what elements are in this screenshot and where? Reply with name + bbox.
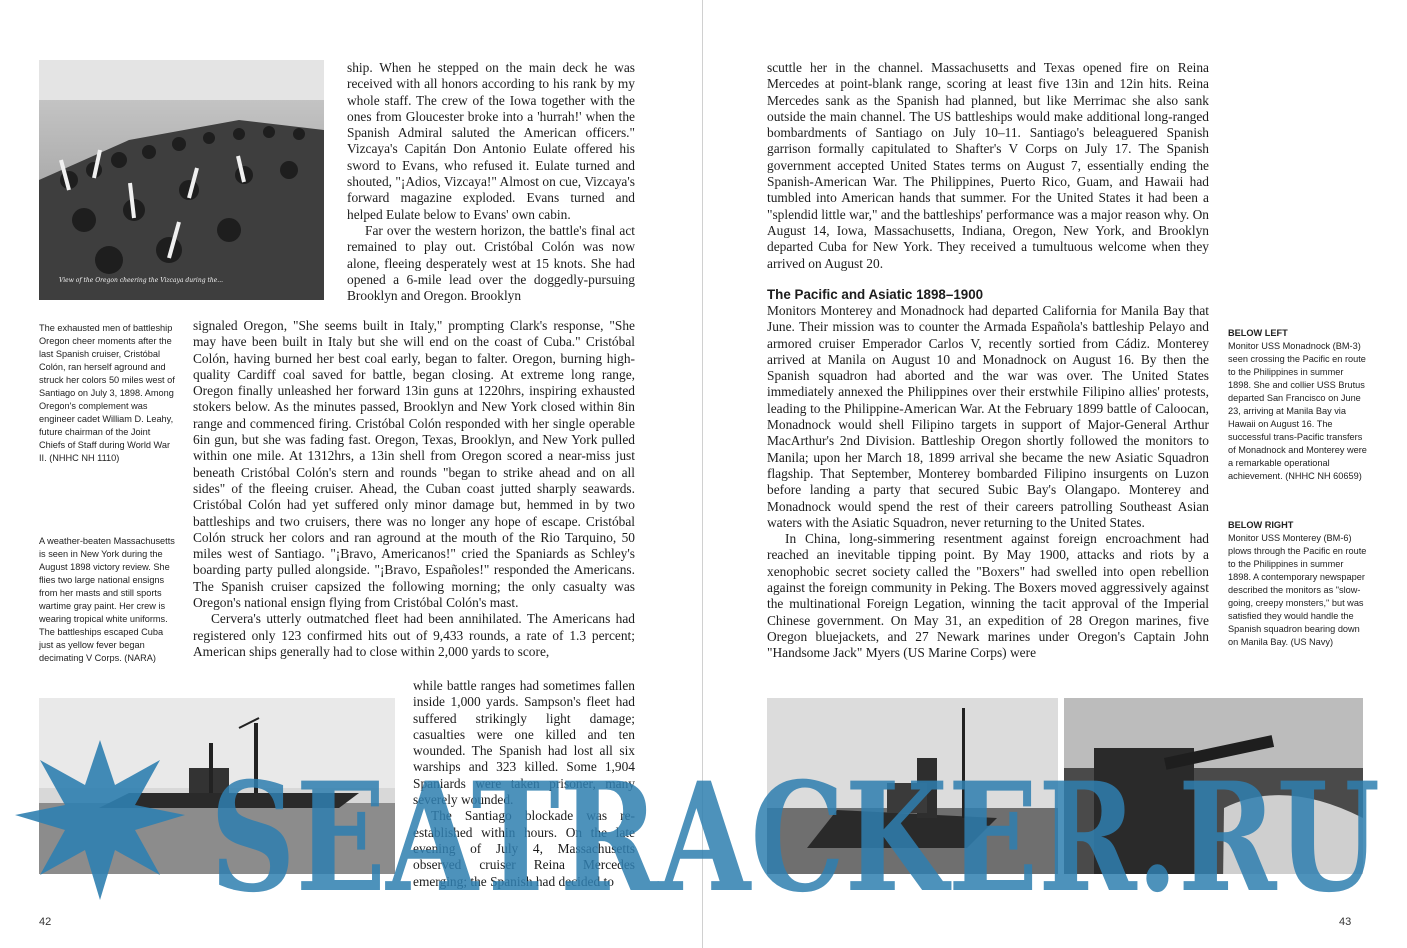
text-column-main (193, 318, 635, 660)
paragraph: Monitors Monterey and Monadnock had departed California for Manila Bay that June. Their mission was to counter the Armada Española's battleship Pelayo and armored cruiser Emperador Carlos V, recently sortied from Cádiz. Monterey arrived at Manila on August 10 and Monadnock on August 16. By then the Spanish squadron had aborted and the war was over. The United States immediately annexed the Philippines over their erstwhile Filipino allies' protests, leading to the Philippine-American War. At the February 1899 battle of Caloocan, Monadnock would shell Filipino targets in support of Major-General Arthur MacArthur's 2nd Division. Battleship Oregon shortly followed the monitors to Manila; upon her March 18, 1899 arrival she became the new Asiatic Squadron flagship. That September, Monterey bombarded Filipino insurgents on Luzon before landing a party that secured Subic Bay's Olangapo. Monterey and Monadnock would spend the rest of their careers patrolling Southeast Asian waters with the Asiatic Squadron, never returning to the United States. (767, 303, 1209, 530)
right-page (703, 0, 1407, 948)
page-number-right: 43 (1339, 916, 1352, 928)
paragraph: Far over the western horizon, the battle's final act remained to play out. Cristóbal Colón was now alone, fleeing desperately west at 15 knots. She had opened a 6-mile lead over the doggedly-pursuing Brooklyn and Oregon. Brooklyn (347, 222, 635, 304)
text-column-upper (347, 60, 635, 304)
photo-oregon-crew (39, 60, 324, 300)
caption-below-left (1228, 327, 1368, 483)
paragraph: scuttle her in the channel. Massachusetts and Texas opened fire on Reina Mercedes at point-blank range, scoring at least five 13in and 12in hits. Reina Mercedes sank as the Spanish had planned, but like Merrimac she also sank outside the main channel. The US battleships would make additional long-ranged bombardments of Santiago on July 10–11. Santiago's beleaguered Spanish garrison formally capitulated to Shafter's V Corps on July 17. The Spanish government accepted United States terms on August 7, essentially ending the Spanish-American War. The Philippines, Puerto Rico, Guam, and Hawaii had tumbled into American hands that summer. For the United States it had been a "splendid little war," and the battleships' performance was a major reason why. On August 14, Iowa, Massachusetts, Indiana, Oregon, New York, and Brooklyn departed Cuba for New York. They received a tumultuous welcome when they arrived on August 20. (767, 60, 1209, 271)
paragraph: The Santiago blockade was re-established within hours. On the late evening of July 4, Massachusetts observed cruiser Reina Mercedes emerging; the Spanish had decided to (413, 808, 635, 889)
text-column-bottom (413, 678, 635, 890)
text-column-top (767, 60, 1209, 272)
caption-oregon-crew-text: The exhausted men of battleship Oregon cheer moments after the last Spanish cruiser, Cristóbal Colón, ran herself aground and struck her colors 50 miles west of Santiago on July 3, 1898. Among Oregon's complement was engineer cadet William D. Leahy, future chairman of the Joint Chiefs of Staff during World War II. (NHHC NH 1110) (39, 323, 175, 463)
caption-oregon-crew (39, 322, 177, 465)
text-column-pacific (767, 303, 1209, 662)
page-number-left: 42 (39, 916, 52, 928)
caption-below-left-heading: BELOW LEFT (1228, 328, 1288, 338)
photo-monterey (1064, 698, 1363, 874)
paragraph: ship. When he stepped on the main deck he was received with all honors according to his rank by my whole staff. The crew of the Iowa together with the ones from Gloucester broke into a 'hurrah!' when the Spanish Admiral saluted the American officers." Vizcaya's Capitán Don Antonio Eulate offered his sword to Evans, who refused it. Eulate turned and shouted, "¡Adios, Vizcaya!" Almost on cue, Vizcaya's forward magazine exploded. Evans turned and helped Eulate below to Evans' own cabin. (347, 60, 635, 222)
paragraph: while battle ranges had sometimes fallen inside 1,000 yards. Sampson's fleet had suffered strikingly light damage; casualties were one killed and ten wounded. The Spanish had lost all six warships and 323 killed. Some 1,904 Spaniards were taken prisoner, many severely wounded. (413, 678, 635, 808)
photo-monadnock (767, 698, 1058, 874)
paragraph: signaled Oregon, "She seems built in Italy," prompting Clark's response, "She may have been built in Italy but she will end on the coast of Cuba." Cristóbal Colón, having burned her best coal early, began to falter. Oregon, burning high-quality Cardiff coal saved for battle, began closing. At extreme long range, Oregon finally unleashed her forward 13in guns at 1220hrs, inspiring exhausted stokers below. As the minutes passed, Brooklyn and New York closed within 8in range and commenced firing. Cristóbal Colón responded with her single operable 6in gun, but she was fading fast. Oregon, Texas, Brooklyn, and New York pulled within one mile. At 1312hrs, a 13in shell from Oregon scored a near-miss just beneath Cristóbal Colón's stern and rounds "began to strike ahead and on all sides" of the fleeing cruiser. Ahead, the Cuban coast jutted sharply seawards. Cristóbal Colón had yet suffered only minor damage but, hemmed in by two battleships and two cruisers, there was no longer any hope of escape. Cristóbal Colón struck her colors and ran aground at the mouth of the Rio Tarquino, 50 miles west of Santiago. "¡Bravo, Americanos!" cried the Spaniards as Schley's boarding party pulled alongside. "¡Bravo, Españoles!" responded the Americans. The Spanish cruiser capsized the following morning; the only casualty was Oregon's national ensign flying from Cristóbal Colón's mast. (193, 318, 635, 611)
photo-inset-caption: View of the Oregon cheering the Vizcaya during the... (59, 277, 224, 284)
monterey-photo-image (1064, 698, 1363, 874)
caption-massachusetts (39, 535, 177, 665)
caption-massachusetts-text: A weather-beaten Massachusetts is seen in New York during the August 1898 victory review. She flies two large national ensigns from her masts and still sports wartime gray paint. Her crew is wearing tropical white uniforms. The battleships escaped Cuba just as yellow fever began decimating V Corps. (NARA) (39, 536, 175, 663)
left-page (0, 0, 702, 948)
section-heading: The Pacific and Asiatic 1898–1900 (767, 287, 984, 302)
paragraph: Cervera's utterly outmatched fleet had been annihilated. The Americans had registered only 123 confirmed hits out of 9,433 rounds, a rate of 1.3 percent; American ships generally had to close within 2,000 yards to score, (193, 611, 635, 659)
crew-photo-image (39, 60, 324, 300)
watermark-text: SEATRACKER.RU (210, 750, 1380, 920)
monadnock-photo-image (767, 698, 1058, 874)
massachusetts-photo-image (39, 698, 395, 874)
paragraph: In China, long-simmering resentment against foreign encroachment had reached an inevitable tipping point. By May 1900, attacks and riots by a xenophobic secret society called the "Boxers" had swelled into open rebellion against the foreign community in Peking. The Boxers moved aggressively against the multinational Foreign Legation, winning the tacit approval of the Imperial Chinese government. On May 31, an expedition of 28 Oregon marines, five Oregon bluejackets, and 27 Newark marines under Oregon's Captain John "Handsome Jack" Myers (US Marine Corps) were (767, 531, 1209, 661)
caption-below-left-text: Monitor USS Monadnock (BM-3) seen crossing the Pacific en route to the Philippines in summer 1898. She and collier USS Brutus departed San Francisco on June 23, arriving at Manila Bay via Hawaii on August 16. The successful trans-Pacific transfers of Monadnock and Monterey were a remarkable operational achievement. (NHHC NH 60659) (1228, 341, 1367, 481)
caption-below-right-heading: BELOW RIGHT (1228, 520, 1294, 530)
caption-below-right (1228, 519, 1368, 649)
photo-massachusetts (39, 698, 395, 874)
caption-below-right-text: Monitor USS Monterey (BM-6) plows through the Pacific en route to the Philippines in summer 1898. A contemporary newspaper described the monitors as "slow-going, creepy monsters," but was satisfied they would handle the Spanish squadron bearing down on Manila Bay. (US Navy) (1228, 533, 1367, 647)
